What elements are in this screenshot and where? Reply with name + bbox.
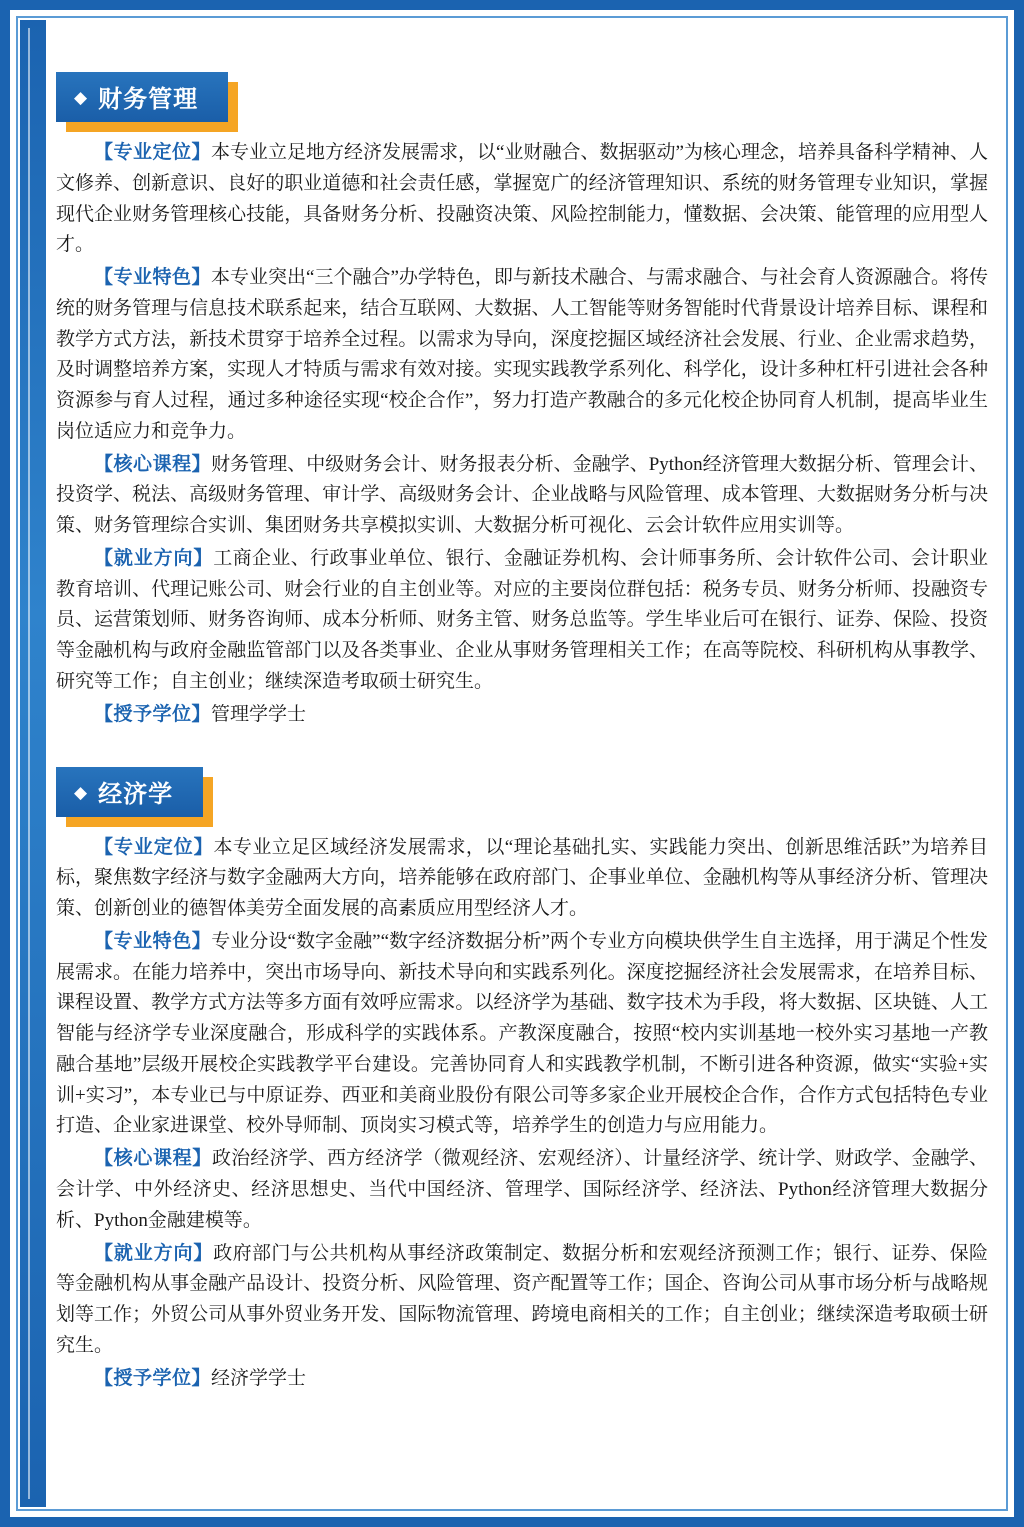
paragraph-tag: 【专业定位】 [94,836,214,858]
paragraph-text: 管理学学士 [211,703,307,725]
section-economics [56,757,988,1395]
paragraph-core-courses [56,450,988,542]
left-band-highlight [28,28,30,1499]
section-financial-management [56,72,988,731]
paragraph-positioning [56,138,988,261]
paragraph-tag: 【专业特色】 [94,267,212,289]
paragraph-core-courses [56,1144,988,1236]
left-decorative-band [20,20,46,1507]
paragraph-features [56,263,988,448]
paragraph-career-paths [56,1239,988,1362]
paragraph-tag: 【授予学位】 [94,703,212,725]
paragraph-career-paths [56,544,988,698]
paragraph-tag: 【就业方向】 [94,547,214,569]
paragraph-text: 财务管理、中级财务会计、财务报表分析、金融学、Python经济管理大数据分析、管理会计、投资学、税法、高级财务管理、审计学、高级财务会计、企业战略与风险管理、成本管理、大数据财务分析与决策、财务管理综合实训、集团财务共享模拟实训、大数据分析可视化、云会计软件应用实训等。 [56,453,988,537]
paragraph-text: 本专业突出“三个融合”办学特色，即与新技术融合、与需求融合、与社会育人资源融合。将传统的财务管理与信息技术联系起来，结合互联网、大数据、人工智能等财务智能时代背景设计培养目标、课程和教学方式方法，新技术贯穿于培养全过程。以需求为导向，深度挖掘区域经济社会发展、行业、企业需求趋势，及时调整培养方案，实现人才特质与需求有效对接。实现实践教学系列化、科学化，设计多种杠杆引进社会各种资源参与育人过程，通过多种途径实现“校企合作”，努力打造产教融合的多元化校企协同育人机制，提高毕业生岗位适应力和竞争力。 [56,267,988,442]
document-content [56,72,988,1503]
paragraph-tag: 【核心课程】 [94,453,212,475]
diamond-icon: ◆ [74,782,89,802]
paragraph-text: 政府部门与公共机构从事经济政策制定、数据分析和宏观经济预测工作；银行、证券、保险等金融机构从事金融产品设计、投资分析、风险管理、资产配置等工作；国企、咨询公司从事市场分析与战略规划等工作；外贸公司从事外贸业务开发、国际物流管理、跨境电商相关的工作；自主创业；继续深造考取硕士研究生。 [56,1242,988,1356]
paragraph-text: 本专业立足区域经济发展需求，以“理论基础扎实、实践能力突出、创新思维活跃”为培养目标，聚焦数字经济与数字金融两大方向，培养能够在政府部门、企事业单位、金融机构等从事经济分析、管理决策、创新创业的德智体美劳全面发展的高素质应用型经济人才。 [56,836,988,920]
section-heading-financial-management [56,72,228,122]
paragraph-text: 工商企业、行政事业单位、银行、金融证券机构、会计师事务所、会计软件公司、会计职业教育培训、代理记账公司、财会行业的自主创业等。对应的主要岗位群包括：税务专员、财务分析师、投融资专员、运营策划师、财务咨询师、成本分析师、财务主管、财务总监等。学生毕业后可在银行、证券、保险、投资等金融机构与政府金融监管部门以及各类事业、企业从事财务管理相关工作；在高等院校、科研机构从事教学、研究等工作；自主创业；继续深造考取硕士研究生。 [56,547,988,693]
section-title-text: 财务管理 [98,86,199,113]
diamond-icon: ◆ [74,88,89,107]
paragraph-tag: 【授予学位】 [94,1367,212,1389]
section-heading-economics [56,767,203,817]
paragraph-features [56,927,988,1142]
paragraph-text: 专业分设“数字金融”“数字经济数据分析”两个专业方向模块供学生自主选择，用于满足个性发展需求。在能力培养中，突出市场导向、新技术导向和实践系列化。深度挖掘经济社会发展需求，在培养目标、课程设置、教学方式方法等多方面有效呼应需求。以经济学为基础、数字技术为手段，将大数据、区块链、人工智能与经济学专业深度融合，形成科学的实践体系。产教深度融合，按照“校内实训基地一校外实习基地一产教融合基地”层级开展校企实践教学平台建设。完善协同育人和实践教学机制，不断引进各种资源，做实“实验+实训+实习”，本专业已与中原证券、西亚和美商业股份有限公司等多家企业开展校企合作，合作方式包括特色专业打造、企业家进课堂、校外导师制、顶岗实习模式等，培养学生的创造力与应用能力。 [56,930,988,1137]
paragraph-positioning [56,833,988,925]
section-title-banner [56,767,203,817]
paragraph-tag: 【核心课程】 [94,1148,212,1170]
section-title-text: 经济学 [98,780,174,808]
paragraph-text: 本专业立足地方经济发展需求，以“业财融合、数据驱动”为核心理念，培养具备科学精神、人文修养、创新意识、良好的职业道德和社会责任感，掌握宽广的经济管理知识、系统的财务管理专业知识，掌握现代企业财务管理核心技能，具备财务分析、投融资决策、风险控制能力，懂数据、会决策、能管理的应用型人才。 [56,142,988,256]
paragraph-tag: 【专业定位】 [94,142,212,163]
paragraph-tag: 【专业特色】 [94,930,212,952]
paragraph-text: 经济学学士 [211,1367,307,1389]
paragraph-text: 政治经济学、西方经济学（微观经济、宏观经济）、计量经济学、统计学、财政学、金融学、会计学、中外经济史、经济思想史、当代中国经济、管理学、国际经济学、经济法、Python经济管理大数据分析、Python金融建模等。 [56,1148,988,1231]
section-title-banner [56,72,228,122]
paragraph-degree-awarded [56,1364,988,1395]
paragraph-degree-awarded [56,700,988,731]
paragraph-tag: 【就业方向】 [94,1242,214,1264]
